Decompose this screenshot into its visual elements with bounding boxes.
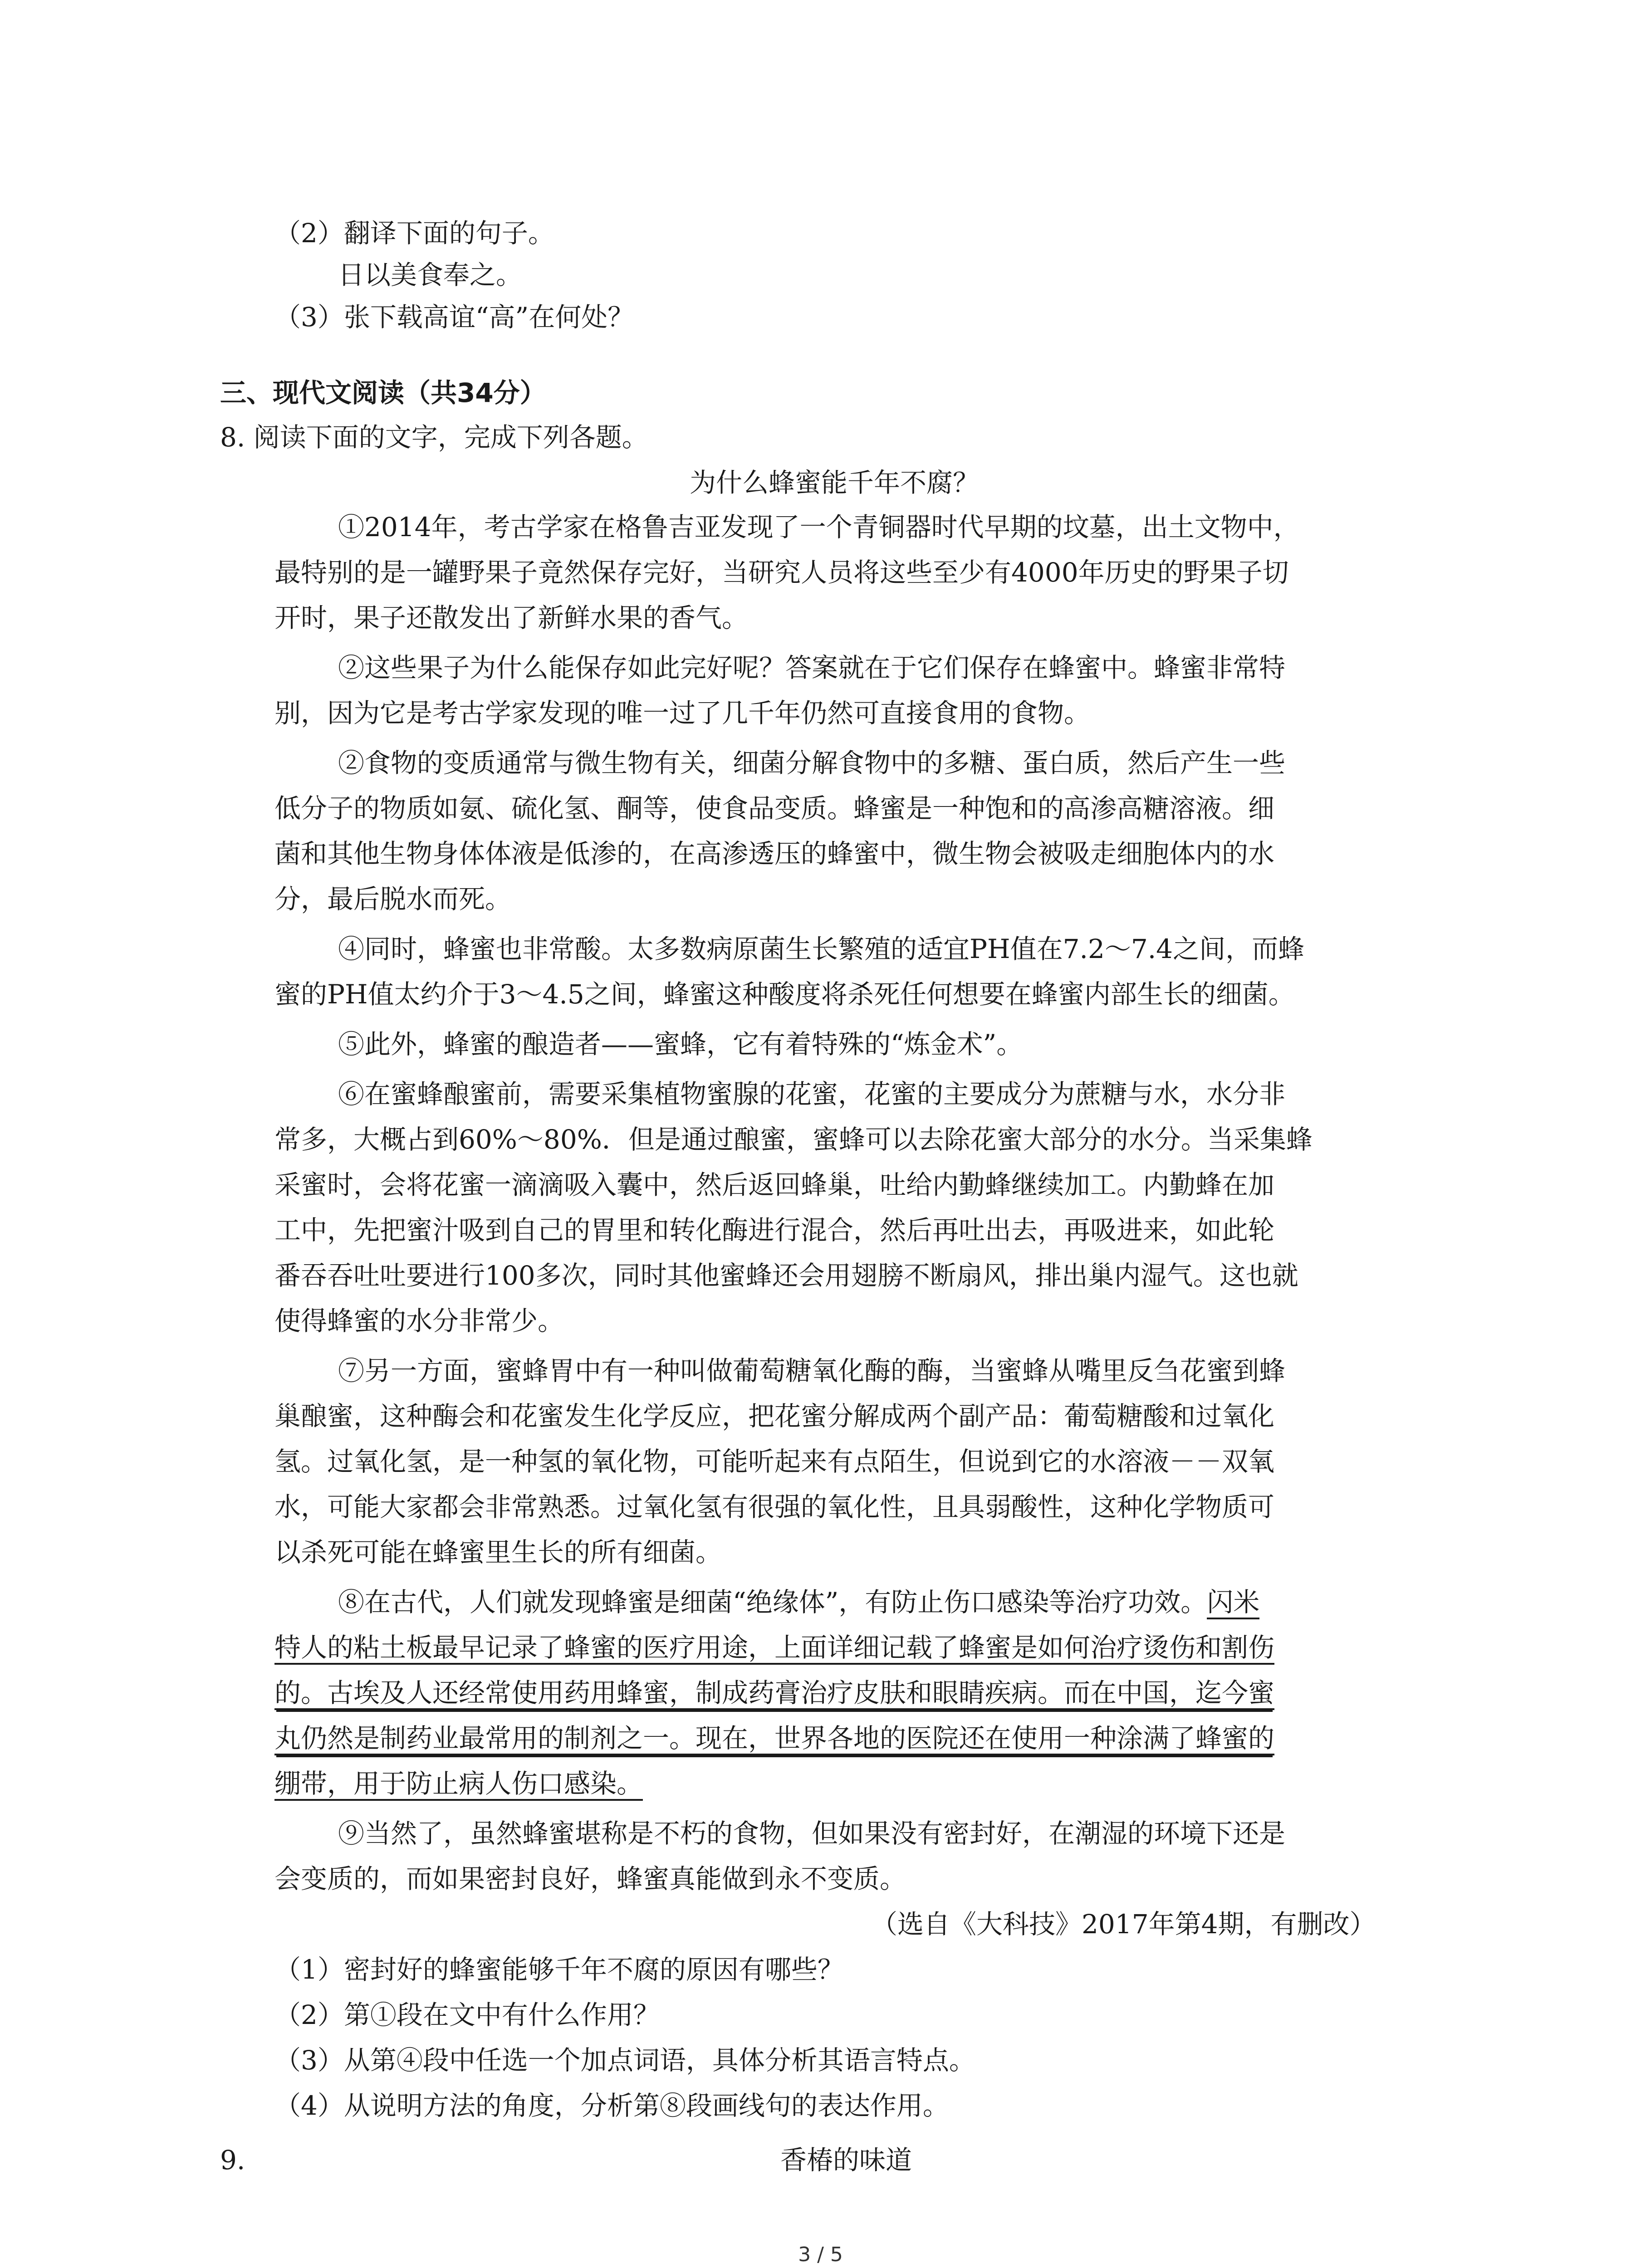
article-line: 巢酿蜜，这种酶会和花蜜发生化学反应，把花蜜分解成两个副产品：葡萄糖酸和过氧化 — [274, 1401, 1275, 1432]
article-line: ①2014年，考古学家在格鲁吉亚发现了一个青铜器时代早期的坟墓，出土文物中， — [338, 512, 1300, 543]
q8-prompt: 8. 阅读下面的文字，完成下列各题。 — [220, 422, 648, 453]
question-item: （1）密封好的蜂蜜能够千年不腐的原因有哪些？ — [274, 1954, 844, 1985]
q7-sub2: （2）翻译下面的句子。 — [274, 218, 554, 249]
question-item: （2）第①段在文中有什么作用？ — [274, 1999, 660, 2030]
article-line: ⑦另一方面，蜜蜂胃中有一种叫做葡萄糖氧化酶的酶，当蜜蜂从嘴里反刍花蜜到蜂 — [338, 1355, 1286, 1386]
article-line: 使得蜂蜜的水分非常少。 — [274, 1305, 564, 1336]
underlined-sentence: 的。古埃及人还经常使用药用蜂蜜，制成药膏治疗皮肤和眼睛疾病。而在中国，迄今蜜 — [274, 1677, 1274, 1710]
paragraph-8-line — [338, 1586, 1259, 1618]
article-line: 菌和其他生物身体体液是低渗的，在高渗透压的蜂蜜中，微生物会被吸走细胞体内的水 — [274, 838, 1275, 869]
article-line: 最特别的是一罐野果子竟然保存完好，当研究人员将这些至少有4000年历史的野果子切 — [274, 557, 1289, 588]
article-line: ②这些果子为什么能保存如此完好呢？答案就在于它们保存在蜂蜜中。蜂蜜非常特 — [338, 652, 1286, 683]
q9-number: 9. — [220, 2145, 245, 2175]
paragraph-9-line: 会变质的，而如果密封良好，蜂蜜真能做到永不变质。 — [274, 1863, 906, 1894]
paragraph-8-line — [274, 1631, 1274, 1664]
q7-sub3: （3）张下载高谊“高”在何处？ — [274, 302, 634, 332]
question-item: （4）从说明方法的角度，分析第⑧段画线句的表达作用。 — [274, 2090, 949, 2121]
article-line: ④同时，蜂蜜也非常酸。太多数病原菌生长繁殖的适宜PH值在7.2～7.4之间，而蜂 — [338, 934, 1305, 964]
article-line: 氢。过氧化氢，是一种氢的氧化物，可能听起来有点陌生，但说到它的水溶液－－双氧 — [274, 1446, 1275, 1477]
article-line: ⑥在蜜蜂酿蜜前，需要采集植物蜜腺的花蜜，花蜜的主要成分为蔗糖与水，水分非 — [338, 1079, 1286, 1110]
underlined-sentence: 丸仍然是制药业最常用的制剂之一。现在，世界各地的医院还在使用一种涂满了蜂蜜的 — [274, 1723, 1274, 1755]
article-source: （选自《大科技》2017年第4期，有删改） — [871, 1909, 1376, 1940]
article-line: 水，可能大家都会非常熟悉。过氧化氢有很强的氧化性，且具弱酸性，这种化学物质可 — [274, 1491, 1275, 1522]
article-line: 分，最后脱水而死。 — [274, 884, 512, 914]
article-line: ⑤此外，蜂蜜的酿造者——蜜蜂，它有着特殊的“炼金术”。 — [338, 1029, 1023, 1060]
article-line: 番吞吞吐吐要进行100多次，同时其他蜜蜂还会用翅膀不断扇风，排出巢内湿气。这也就 — [274, 1260, 1298, 1291]
article-line: 以杀死可能在蜂蜜里生长的所有细菌。 — [274, 1537, 722, 1568]
section-heading: 三、现代文阅读（共34分） — [220, 377, 546, 408]
article-line: 别，因为它是考古学家发现的唯一过了几千年仍然可直接食用的食物。 — [274, 698, 1091, 728]
page-number: 3 / 5 — [798, 2243, 843, 2266]
article-line: 开时，果子还散发出了新鲜水果的香气。 — [274, 602, 749, 633]
article-title: 为什么蜂蜜能千年不腐？ — [690, 467, 980, 498]
paragraph-8-line — [274, 1677, 1274, 1709]
article-line: 工中，先把蜜汁吸到自己的胃里和转化酶进行混合，然后再吐出去，再吸进来，如此轮 — [274, 1215, 1275, 1246]
article-line: 低分子的物质如氨、硫化氢、酮等，使食品变质。蜂蜜是一种饱和的高渗高糖溶液。细 — [274, 793, 1275, 824]
underlined-sentence: 绷带，用于防止病人伤口感染。 — [274, 1768, 643, 1801]
article-line: ②食物的变质通常与微生物有关，细菌分解食物中的多糖、蛋白质，然后产生一些 — [338, 748, 1286, 778]
article-line: 常多，大概占到60%～80%．但是通过酿蜜，蜜蜂可以去除花蜜大部分的水分。当采集蜂 — [274, 1124, 1313, 1155]
paragraph-8-line — [274, 1767, 643, 1800]
paragraph-8-line — [274, 1722, 1274, 1755]
underlined-sentence: 闪米 — [1207, 1587, 1259, 1619]
question-item: （3）从第④段中任选一个加点词语，具体分析其语言特点。 — [274, 2045, 975, 2076]
q7-sub2-sentence: 日以美食奉之。 — [338, 259, 523, 290]
underlined-sentence: 特人的粘土板最早记录了蜂蜜的医疗用途，上面详细记载了蜂蜜是如何治疗烫伤和割伤 — [274, 1632, 1274, 1665]
paragraph-9-line: ⑨当然了，虽然蜂蜜堪称是不朽的食物，但如果没有密封好，在潮湿的环境下还是 — [338, 1818, 1286, 1849]
article-line: 采蜜时，会将花蜜一滴滴吸入囊中，然后返回蜂巢，吐给内勤蜂继续加工。内勤蜂在加 — [274, 1169, 1275, 1200]
article-line: 蜜的PH值太约介于3～4.5之间，蜂蜜这种酸度将杀死任何想要在蜂蜜内部生长的细菌。 — [274, 979, 1295, 1010]
q9-title: 香椿的味道 — [780, 2145, 912, 2175]
paragraph-8-text: ⑧在古代，人们就发现蜂蜜是细菌“绝缘体”，有防止伤口感染等治疗功效。 — [338, 1587, 1207, 1618]
